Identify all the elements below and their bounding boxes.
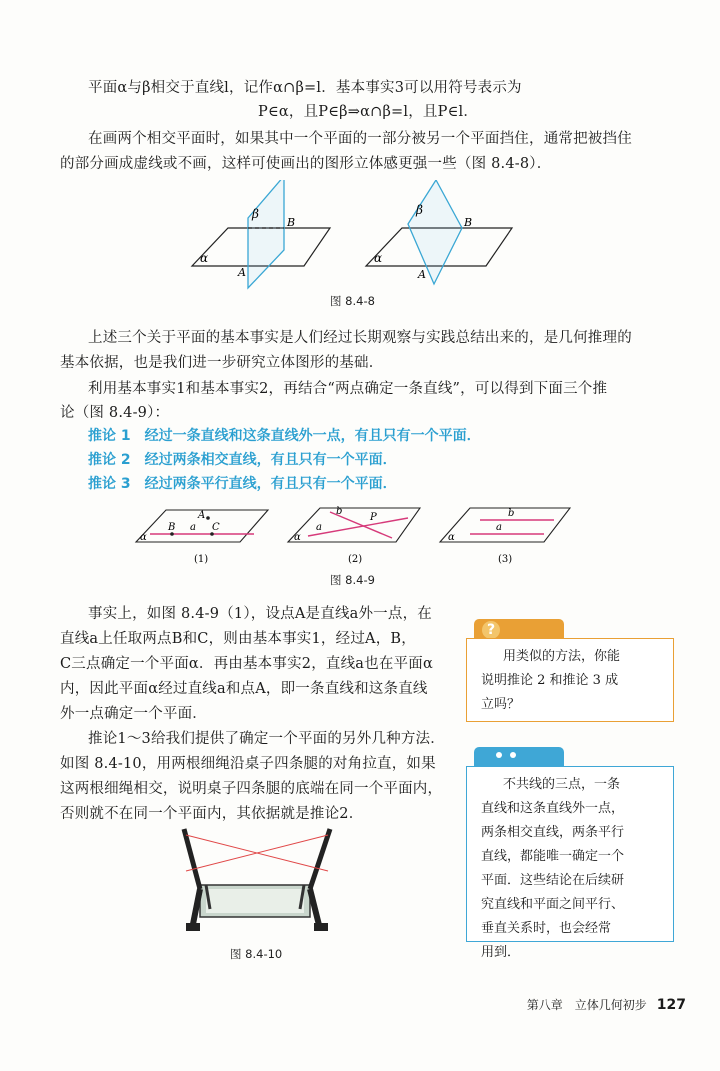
note-line-5: 平面．这些结论在后续研	[481, 873, 625, 888]
para-5-line-1: 事实上，如图 8.4-9（1），设点A是直线a外一点，在	[88, 606, 432, 622]
para-6-line-4: 否则就不在同一个平面内，其依据就是推论2．	[60, 806, 364, 822]
para-6-line-3: 这两根细绳相交，说明桌子四条腿的底端在同一个平面内，	[60, 781, 443, 797]
question-line-1: 用类似的方法，你能	[503, 649, 621, 664]
para-3-line-2: 基本依据，也是我们进一步研究立体图形的基础．	[60, 355, 384, 371]
corollary-3-text: 经过两条平行直线，有且只有一个平面．	[144, 476, 397, 492]
para-5-line-4: 内，因此平面α经过直线a和点A，即一条直线和这条直线	[60, 681, 428, 697]
corollary-2	[88, 449, 397, 469]
corollary-1-text: 经过一条直线和这条直线外一点，有且只有一个平面．	[144, 428, 481, 444]
para-2-line-1: 在画两个相交平面时，如果其中一个平面的一部分被另一个平面挡住，通常把被挡住	[88, 131, 632, 147]
para-2-line-2: 的部分画成虚线或不画，这样可使画出的图形立体感更强一些（图 8.4-8）．	[60, 156, 552, 172]
fig849-a-3: a	[496, 522, 502, 533]
fig849-sub2: (2)	[348, 554, 363, 565]
fig848-B-right: B	[464, 216, 473, 229]
fig848-B-left: B	[287, 216, 296, 229]
fig849-alpha-3: α	[448, 532, 455, 543]
question-line-2: 说明推论 2 和推论 3 成	[481, 673, 619, 688]
fig8410-caption: 图 8.4-10	[230, 947, 283, 961]
chapter-title: 第八章 立体几何初步	[526, 998, 647, 1012]
fig849-sub3: (3)	[498, 554, 513, 565]
page-footer	[527, 996, 686, 1013]
note-line-6: 究直线和平面之间平行、	[481, 897, 625, 912]
question-mark-icon: ?	[482, 621, 500, 639]
fig849-P: P	[370, 512, 377, 523]
para-6-line-1: 推论1～3给我们提供了确定一个平面的另外几种方法．	[88, 731, 445, 747]
fig848-caption: 图 8.4-8	[330, 294, 375, 308]
formula-line: P∈α，且P∈β⇒α∩β=l，且P∈l．	[258, 104, 479, 120]
fig849-A: A	[198, 510, 206, 521]
fig849-a-2: a	[316, 522, 322, 533]
corollary-1-label: 推论 1	[88, 428, 131, 444]
page-number: 127	[656, 997, 686, 1013]
para-5-line-3: C三点确定一个平面α．再由基本事实2，直线a也在平面α	[60, 656, 433, 672]
fig848-beta-left: β	[252, 207, 259, 221]
fig849-B: B	[168, 522, 176, 533]
para-6-line-2: 如图 8.4-10，用两根细绳沿桌子四条腿的对角拉直，如果	[60, 756, 436, 772]
fig849-C: C	[212, 522, 220, 533]
fig849-caption: 图 8.4-9	[330, 573, 375, 587]
fig848-A-left: A	[238, 266, 246, 279]
note-line-8: 用到．	[481, 945, 521, 960]
fig849-sub1: (1)	[194, 554, 209, 565]
corollary-3-label: 推论 3	[88, 476, 131, 492]
fig849-alpha-1: α	[140, 532, 147, 543]
corollary-3	[88, 473, 397, 493]
para-1-line-1: 平面α与β相交于直线l，记作α∩β=l．基本事实3可以用符号表示为	[88, 80, 522, 96]
note-box	[466, 766, 674, 960]
note-line-3: 两条相交直线，两条平行	[481, 825, 625, 840]
para-5-line-5: 外一点确定一个平面．	[60, 706, 207, 722]
fig849-b-2: b	[336, 506, 343, 517]
corollary-2-text: 经过两条相交直线，有且只有一个平面．	[144, 452, 397, 468]
para-5-line-2: 直线a上任取两点B和C，则由基本事实1，经过A，B，	[60, 631, 416, 647]
note-dot-icon	[496, 752, 502, 758]
fig848-A-right: A	[418, 268, 426, 281]
note-line-2: 直线和这条直线外一点，	[481, 801, 625, 816]
figure-8-4-10-table	[170, 825, 350, 935]
para-3-line-1: 上述三个关于平面的基本事实是人们经过长期观察与实践总结出来的，是几何推理的	[88, 330, 632, 346]
fig848-alpha-left: α	[200, 251, 209, 265]
corollary-2-label: 推论 2	[88, 452, 131, 468]
note-line-4: 直线，都能唯一确定一个	[481, 849, 625, 864]
note-dot-icon	[510, 752, 516, 758]
fig849-b-3: b	[508, 508, 515, 519]
fig848-alpha-right: α	[374, 251, 383, 265]
fig849-alpha-2: α	[294, 532, 301, 543]
figure-8-4-8	[180, 180, 540, 290]
para-4-line-1: 利用基本事实1和基本事实2，再结合“两点确定一条直线”，可以得到下面三个推	[88, 381, 608, 397]
figure-8-4-9	[130, 500, 590, 570]
note-tab	[474, 747, 564, 767]
note-line-1: 不共线的三点，一条	[503, 777, 621, 792]
corollary-1	[88, 425, 481, 445]
fig848-beta-right: β	[416, 203, 423, 217]
para-4-line-2: 论（图 8.4-9）：	[60, 405, 170, 421]
question-box	[466, 638, 674, 722]
note-line-7: 垂直关系时，也会经常	[481, 921, 612, 936]
fig849-a-1: a	[190, 522, 196, 533]
question-line-3: 立吗？	[481, 697, 521, 712]
